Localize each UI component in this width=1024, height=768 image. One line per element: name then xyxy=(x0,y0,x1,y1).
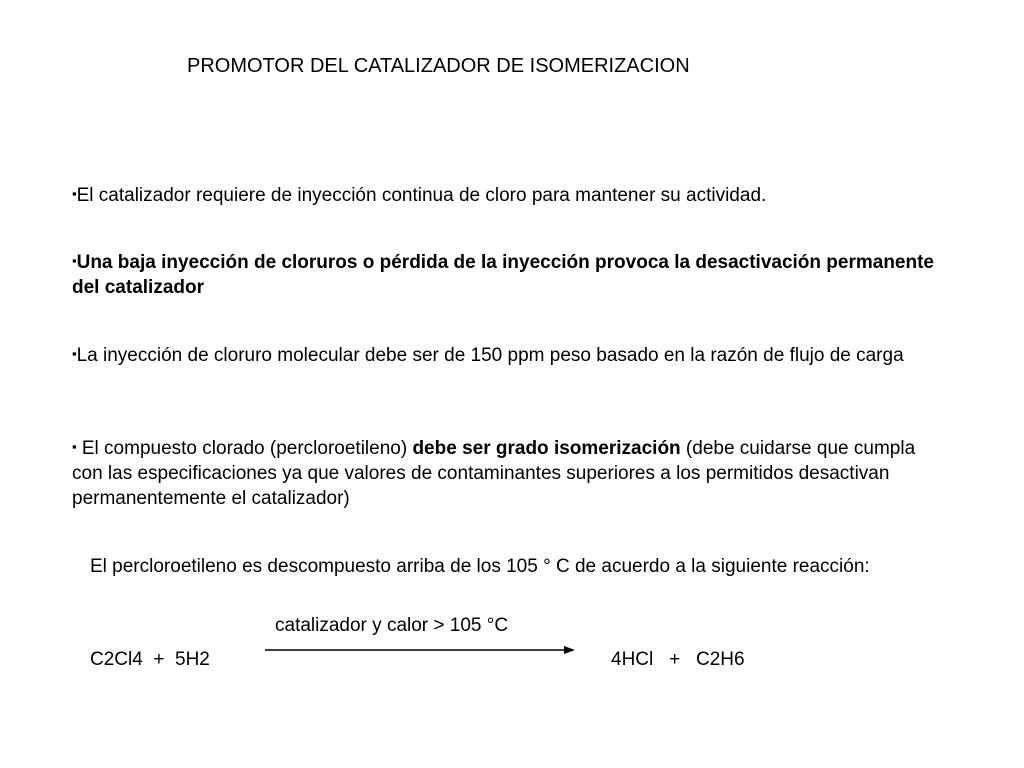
bullet-square-icon: ▪ xyxy=(72,186,77,201)
bullet-text-before: El compuesto clorado (percloroetileno) xyxy=(76,438,413,459)
bullet-square-icon: ▪ xyxy=(72,253,77,268)
reaction-arrow-icon xyxy=(265,643,575,657)
bullet-injection-rate xyxy=(72,341,942,368)
slide-title: PROMOTOR DEL CATALIZADOR DE ISOMERIZACION xyxy=(187,55,690,77)
bullet-text-after: (debe cuidarse que cumpla con las especificaciones ya que valores de contaminantes superiores a los permitidos desactivan permanentemente el catalizador) xyxy=(72,438,916,509)
reaction-products: 4HCl + C2H6 xyxy=(611,649,745,670)
bullet-text: Una baja inyección de cloruros o pérdida de la inyección provoca la desactivación permanente del catalizador xyxy=(72,252,935,298)
bullet-chlorinated-compound xyxy=(72,434,942,511)
bullet-text: La inyección de cloruro molecular debe ser de 150 ppm peso basado en la razón de flujo de carga xyxy=(76,345,904,366)
bullet-text: El catalizador requiere de inyección continua de cloro para mantener su actividad. xyxy=(76,185,767,206)
bullet-square-icon: ▪ xyxy=(72,439,77,454)
bullet-text-bold: debe ser grado isomerización xyxy=(412,438,681,459)
reaction-condition: catalizador y calor > 105 °C xyxy=(275,615,509,636)
decomposition-text: El percloroetileno es descompuesto arriba de los 105 ° C de acuerdo a la siguiente reacción: xyxy=(90,556,870,577)
reaction-reactants: C2Cl4 + 5H2 xyxy=(90,649,210,670)
bullet-catalyst-chlorine xyxy=(72,181,942,208)
bullet-low-injection-warning xyxy=(72,248,942,300)
bullet-square-icon: ▪ xyxy=(72,346,77,361)
decomposition-intro xyxy=(72,554,942,579)
